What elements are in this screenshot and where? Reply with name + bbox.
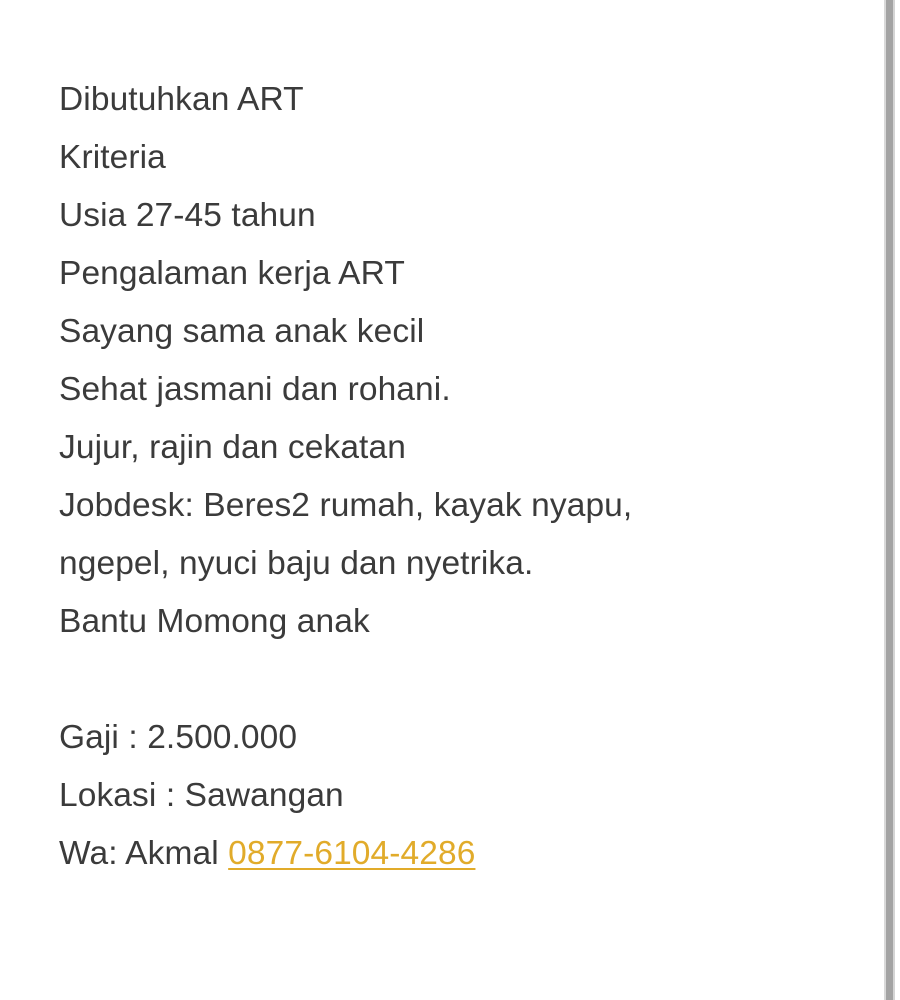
jobdesk-childcare: Bantu Momong anak [59,603,370,640]
jobdesk-line-2: ngepel, nyuci baju dan nyetrika. [59,545,534,582]
criteria-age: Usia 27-45 tahun [59,197,316,234]
scroll-gutter [895,0,900,1000]
criteria-heading: Kriteria [59,139,166,176]
note-title: Dibutuhkan ART [59,81,304,118]
contact-prefix: Wa: Akmal [59,835,229,872]
salary-line: Gaji : 2.500.000 [59,719,298,756]
criteria-experience: Pengalaman kerja ART [59,255,405,292]
note-body[interactable] [59,71,859,883]
criteria-traits: Jujur, rajin dan cekatan [59,429,406,466]
location-line: Lokasi : Sawangan [59,777,344,814]
criteria-health: Sehat jasmani dan rohani. [59,371,451,408]
contact-line [59,825,859,883]
phone-number-link[interactable]: 0877-6104-4286 [228,835,476,872]
criteria-loves-children: Sayang sama anak kecil [59,313,425,350]
jobdesk-line-1: Jobdesk: Beres2 rumah, kayak nyapu, [59,487,633,524]
blank-line [59,651,859,709]
vertical-scrollbar[interactable] [886,0,893,1000]
